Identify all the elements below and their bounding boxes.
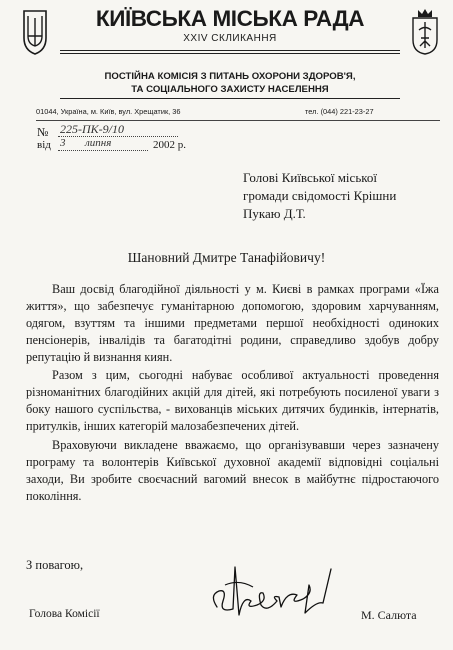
closing-regards: З повагою,	[26, 558, 84, 572]
commission-name-line2: ТА СОЦІАЛЬНОГО ЗАХИСТУ НАСЕЛЕННЯ	[131, 84, 329, 95]
header-rule-top	[60, 50, 400, 51]
date-label: від	[37, 139, 51, 151]
recipient-line1: Голові Київської міської	[243, 170, 378, 185]
date-day: 3	[60, 137, 66, 149]
commission-name-line1: ПОСТІЙНА КОМІСІЯ З ПИТАНЬ ОХОРОНИ ЗДОРОВ'Я,	[104, 71, 356, 82]
date-year: 2002 р.	[153, 139, 186, 151]
trident-emblem-icon	[22, 8, 48, 56]
signatory-title: Голова Комісії	[29, 608, 100, 620]
recipient-line3: Пукаю Д.Т.	[243, 206, 306, 221]
convocation: XXIV СКЛИКАННЯ	[183, 33, 277, 44]
signatory-name: М. Салюта	[361, 608, 417, 622]
paragraph-text: Ваш досвід благодійної діяльності у м. Києві в рамках програми «Їжа життя», що забезпечує гуманітарною допомогою, здоровим харчуванням, одягом, взуттям та іншими предметами першої необхідності одиноких пенсіонерів, інвалідів та багатодітні родини, справедливо здобув добру репутацію й визнання киян.	[26, 282, 439, 364]
recipient-line2: громади свідомості Крішни	[243, 188, 397, 203]
number-label: №	[37, 125, 49, 139]
registration-number: 225-ПК-9/10	[60, 122, 124, 136]
header-rule-bottom	[60, 98, 400, 99]
body-paragraph-1	[26, 281, 439, 366]
number-underline	[58, 136, 178, 137]
kyiv-city-emblem-icon	[410, 8, 440, 56]
address: 01044, Україна, м. Київ, вул. Хрещатик, 36	[36, 107, 181, 116]
handwritten-signature	[205, 555, 345, 625]
council-title: КИЇВСЬКА МІСЬКА РАДА	[95, 6, 365, 31]
body-paragraph-3	[26, 437, 439, 505]
phone: тел. (044) 221-23-27	[305, 107, 374, 116]
paragraph-text: Враховуючи викладене вважаємо, що організувавши через зазначену програму та волонтерів Київської духовної академії відповідні соціальні заходи, Ви зробите своєчасний вагомий внесок в майбутнє підростаючого покоління.	[26, 438, 439, 503]
date-underline	[58, 150, 148, 151]
salutation: Шановний Дмитре Танафійовичу!	[127, 250, 326, 265]
date-month: липня	[85, 137, 112, 149]
header-rule-top-2	[60, 53, 400, 54]
address-divider	[36, 120, 440, 121]
paragraph-text: Разом з цим, сьогодні набуває особливої актуальності проведення різноманітних благодійних акцій для дітей, які потребують посиленої уваги з боку нашого суспільства, - вихованців міських дитячих будинків, інтернатів, притулків, інших категорій малозабезпечених дітей.	[26, 368, 439, 433]
body-paragraph-2	[26, 367, 439, 435]
